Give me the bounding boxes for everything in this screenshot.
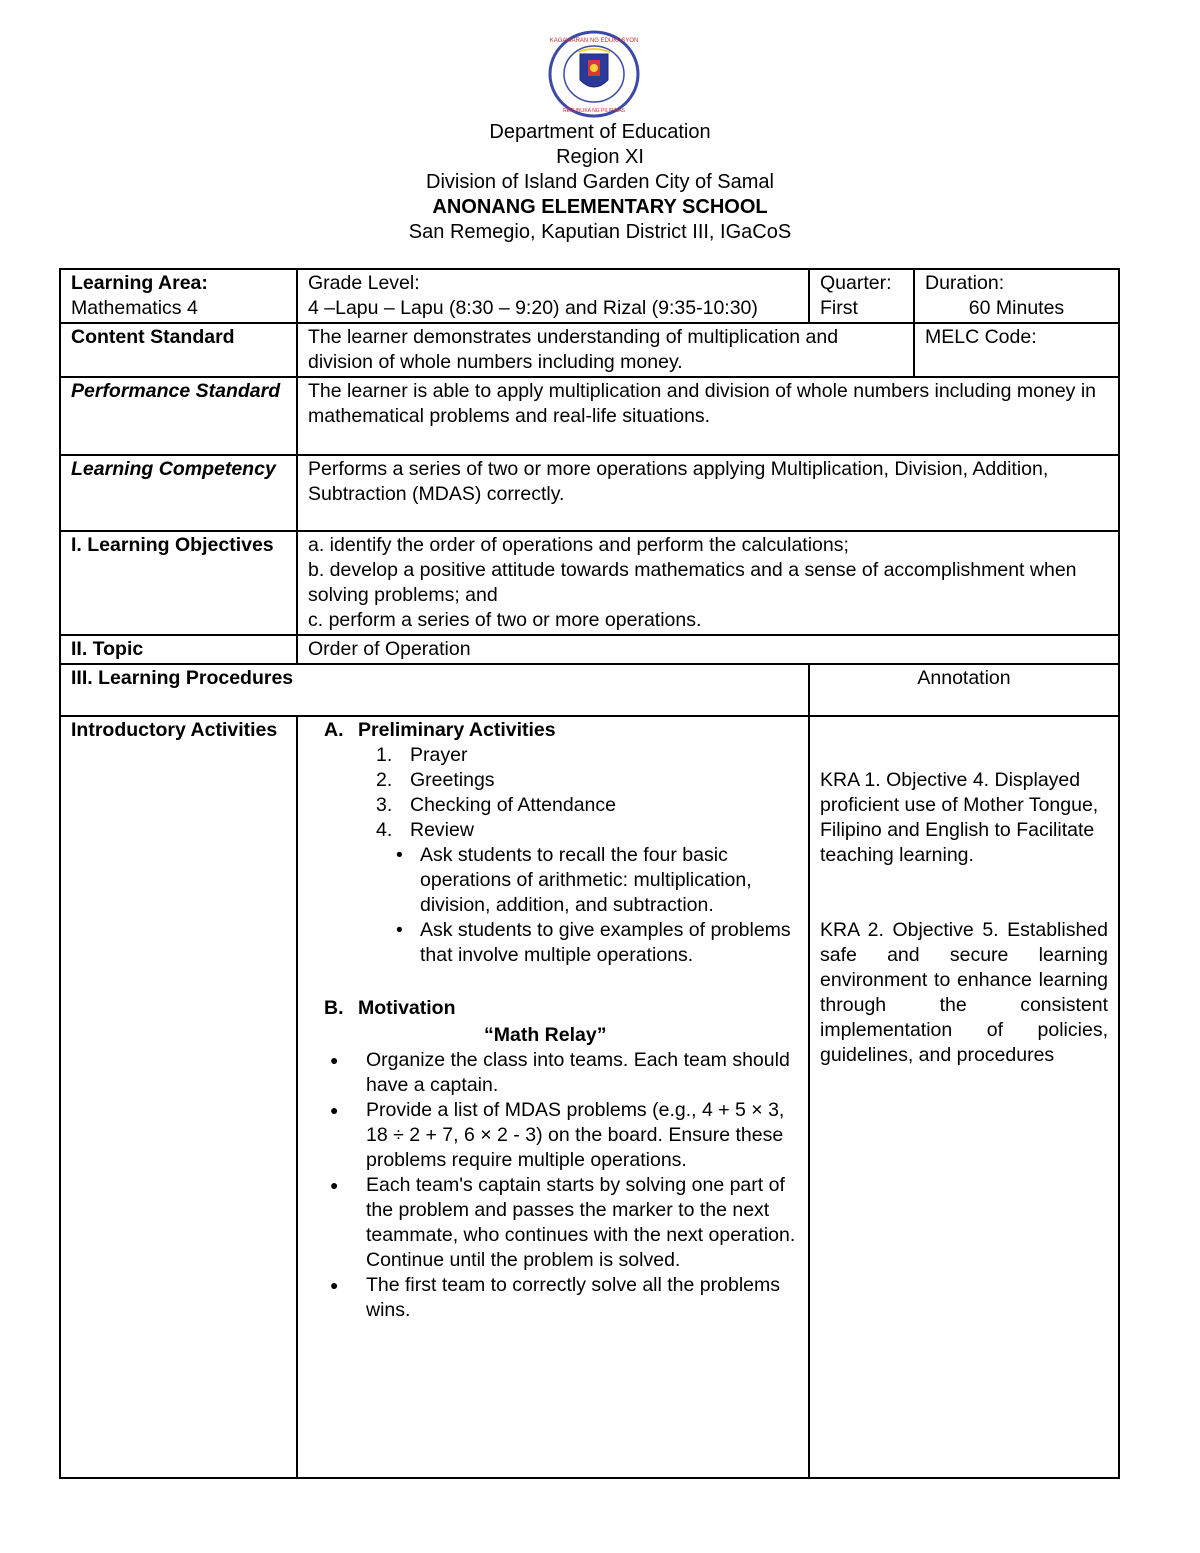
list-item: [324, 1098, 802, 1173]
topic-label: II. Topic: [60, 635, 297, 664]
deped-seal: [548, 30, 640, 118]
learning-competency-text: Performs a series of two or more operations applying Multiplication, Division, Addition, Subtraction (MDAS) correctly.: [297, 455, 1119, 531]
bullet-text: Organize the class into teams. Each team should have a captain.: [366, 1049, 790, 1096]
annotation-kra-1: KRA 1. Objective 4. Displayed proficient use of Mother Tongue, Filipino and English to Facilitate teaching learning.: [820, 769, 1099, 866]
preliminary-steps: [298, 743, 802, 843]
list-item: [324, 1273, 802, 1323]
list-item: [376, 768, 802, 793]
duration-value: 60 Minutes: [968, 297, 1065, 319]
grade-level-label: Grade Level:: [308, 272, 420, 294]
row-procedures-header: [60, 664, 1119, 716]
step-number: 3.: [376, 794, 393, 816]
bullet-icon: •: [396, 844, 403, 866]
row-learning-competency: [60, 455, 1119, 531]
list-item: [396, 843, 802, 918]
division-name: Division of Island Garden City of Samal: [426, 171, 774, 193]
procedures-label: III. Learning Procedures: [60, 664, 809, 716]
duration-label: Duration:: [925, 272, 1005, 294]
objective-c: c. perform a series of two or more operations.: [308, 609, 702, 631]
performance-standard-label: Performance Standard: [60, 377, 297, 455]
school-name: ANONANG ELEMENTARY SCHOOL: [432, 196, 768, 218]
bullet-icon: •: [396, 919, 403, 941]
row-content-standard: [60, 323, 1119, 377]
bullet-text: Each team's captain starts by solving one part of the problem and passes the marker to the next teammate, who continues with the next operation. Continue until the problem is solved.: [366, 1174, 796, 1271]
svg-text:KAGAWARAN NG EDUKASYON: KAGAWARAN NG EDUKASYON: [549, 38, 639, 44]
bullet-icon: ●: [330, 1177, 339, 1193]
math-relay-title: “Math Relay”: [484, 1024, 607, 1046]
section-b-title: Motivation: [358, 997, 456, 1019]
bullet-text: Ask students to recall the four basic operations of arithmetic: multiplication, division, addition, and subtraction.: [420, 844, 752, 916]
annotation-label: Annotation: [809, 664, 1119, 716]
content-standard-text: The learner demonstrates understanding of multiplication and division of whole numbers including money.: [297, 323, 914, 377]
learning-area-label: Learning Area:: [71, 272, 208, 294]
annotation-kra-2: KRA 2. Objective 5. Established safe and secure learning environment to enhance learning through the consistent implementation of policies, guidelines, and procedures: [820, 919, 1108, 1066]
department-name: Department of Education: [489, 121, 711, 143]
school-address: San Remegio, Kaputian District III, IGaCoS: [408, 221, 792, 243]
introductory-content: [297, 716, 809, 1478]
region-name: Region XI: [556, 146, 644, 168]
lesson-plan-table: [59, 268, 1120, 1479]
section-a-heading: [298, 718, 802, 743]
bullet-text: Ask students to give examples of problems that involve multiple operations.: [420, 919, 791, 966]
step-text: Review: [410, 819, 474, 841]
list-item: [376, 743, 802, 768]
learning-area-value: Mathematics 4: [71, 297, 198, 319]
step-number: 4.: [376, 819, 393, 841]
row-topic: [60, 635, 1119, 664]
step-text: Greetings: [410, 769, 495, 791]
performance-standard-text: The learner is able to apply multiplication and division of whole numbers including money in mathematical problems and real-life situations.: [297, 377, 1119, 455]
section-b-letter: B.: [324, 997, 344, 1019]
list-item: [396, 918, 802, 968]
grade-level-cell: [297, 269, 809, 323]
list-item: [324, 1173, 802, 1273]
objective-a: a. identify the order of operations and perform the calculations;: [308, 534, 849, 556]
section-a-title: Preliminary Activities: [358, 719, 556, 741]
review-bullets: [298, 843, 802, 968]
school-header: [0, 120, 1200, 245]
introductory-label: Introductory Activities: [60, 716, 297, 1478]
learning-competency-label: Learning Competency: [60, 455, 297, 531]
section-a-letter: A.: [324, 719, 344, 741]
row-general-info: [60, 269, 1119, 323]
annotation-content: [809, 716, 1119, 1478]
row-performance-standard: [60, 377, 1119, 455]
list-item: [324, 1048, 802, 1098]
duration-cell: [914, 269, 1119, 323]
row-introductory: [60, 716, 1119, 1478]
step-text: Checking of Attendance: [410, 794, 616, 816]
motivation-bullets: [298, 1048, 802, 1323]
topic-value: Order of Operation: [297, 635, 1119, 664]
bullet-icon: ●: [330, 1102, 339, 1118]
grade-level-value: 4 –Lapu – Lapu (8:30 – 9:20) and Rizal (9:35-10:30): [308, 297, 758, 319]
list-item: [376, 793, 802, 818]
objective-b: b. develop a positive attitude towards mathematics and a sense of accomplishment when solving problems; and: [308, 559, 1077, 606]
content-standard-label: Content Standard: [60, 323, 297, 377]
learning-area-cell: [60, 269, 297, 323]
quarter-label: Quarter:: [820, 272, 892, 294]
bullet-text: The first team to correctly solve all the problems wins.: [366, 1274, 780, 1321]
bullet-text: Provide a list of MDAS problems (e.g., 4 + 5 × 3, 18 ÷ 2 + 7, 6 × 2 - 3) on the board. Ensure these problems require multiple operations.: [366, 1099, 785, 1171]
quarter-cell: [809, 269, 914, 323]
section-b-heading: [298, 996, 802, 1021]
bullet-icon: ●: [330, 1052, 339, 1068]
svg-text:REPUBLIKA NG PILIPINAS: REPUBLIKA NG PILIPINAS: [563, 108, 625, 114]
quarter-value: First: [820, 297, 858, 319]
row-learning-objectives: [60, 531, 1119, 635]
list-item: [376, 818, 802, 843]
step-number: 2.: [376, 769, 393, 791]
bullet-icon: ●: [330, 1277, 339, 1293]
step-number: 1.: [376, 744, 393, 766]
objectives-label: I. Learning Objectives: [60, 531, 297, 635]
step-text: Prayer: [410, 744, 468, 766]
melc-code-label: MELC Code:: [914, 323, 1119, 377]
objectives-cell: [297, 531, 1119, 635]
